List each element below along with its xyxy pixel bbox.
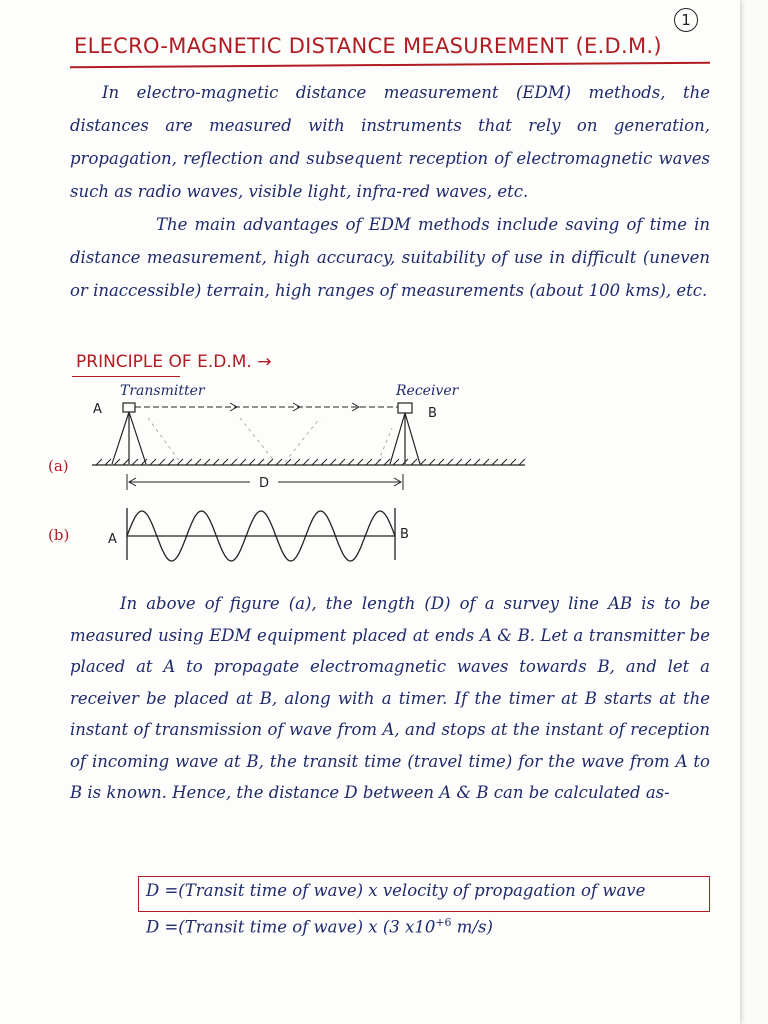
point-a-label-b: A <box>108 532 117 547</box>
distance-label: D <box>259 476 270 491</box>
dashed-guides <box>148 418 392 462</box>
title-underline <box>70 62 710 68</box>
point-b-label-a: B <box>428 406 437 421</box>
formula-line-1: D =(Transit time of wave) x velocity of propagation of wave <box>146 881 646 900</box>
transmitter-label: Transmitter <box>120 383 205 399</box>
principle-underline <box>72 376 180 377</box>
figure-b-label: (b) <box>48 526 70 544</box>
point-a-label-a: A <box>93 402 102 417</box>
page-number: 1 <box>674 8 698 32</box>
principle-heading-text: PRINCIPLE OF E.D.M. <box>76 352 252 372</box>
wave-figure <box>127 508 395 561</box>
intro-paragraph-2: The main advantages of EDM methods include saving of time in distance measurement, high accuracy, suitability of use in difficult (uneven or inaccessible) terrain, high ranges of measurements (about 100 kms), etc. <box>70 215 710 300</box>
ground-hatching <box>96 459 525 465</box>
signal-path <box>135 403 398 411</box>
formula-exponent: +6 <box>435 916 452 929</box>
figure-a-label: (a) <box>48 457 69 475</box>
transmitter-icon <box>112 403 146 464</box>
edm-diagram <box>30 378 550 563</box>
point-b-label-b: B <box>400 527 409 542</box>
principle-heading <box>76 352 271 372</box>
receiver-icon <box>390 403 420 464</box>
arrow-icon: → <box>257 352 272 372</box>
intro-paragraph-1: In electro-magnetic distance measurement (EDM) methods, the distances are measured with instruments that rely on generation, propagation, reflection and subsequent reception of electromagnetic waves such as radio waves, visible light, infra-red waves, etc. <box>70 83 710 201</box>
formula-line-2 <box>146 916 493 937</box>
formula-line-2-suffix: m/s) <box>451 917 493 937</box>
explanation-paragraph: In above of figure (a), the length (D) of a survey line AB is to be measured using EDM equipment placed at ends A & B. Let a transmitter be placed at A to propagate electromagnetic waves towards B, and let a receiver be placed at B, along with a timer. If the timer at B starts at the instant of transmission of wave from A, and stops at the instant of reception of incoming wave at B, the transit time (travel time) for the wave from A to B is known. Hence, the distance D between A & B can be calculated as- <box>70 594 710 802</box>
formula-line-2-prefix: D =(Transit time of wave) x (3 x10 <box>146 917 436 937</box>
receiver-label: Receiver <box>396 383 459 399</box>
page-title: ELECRO-MAGNETIC DISTANCE MEASUREMENT (E.D.M.) <box>74 34 662 58</box>
